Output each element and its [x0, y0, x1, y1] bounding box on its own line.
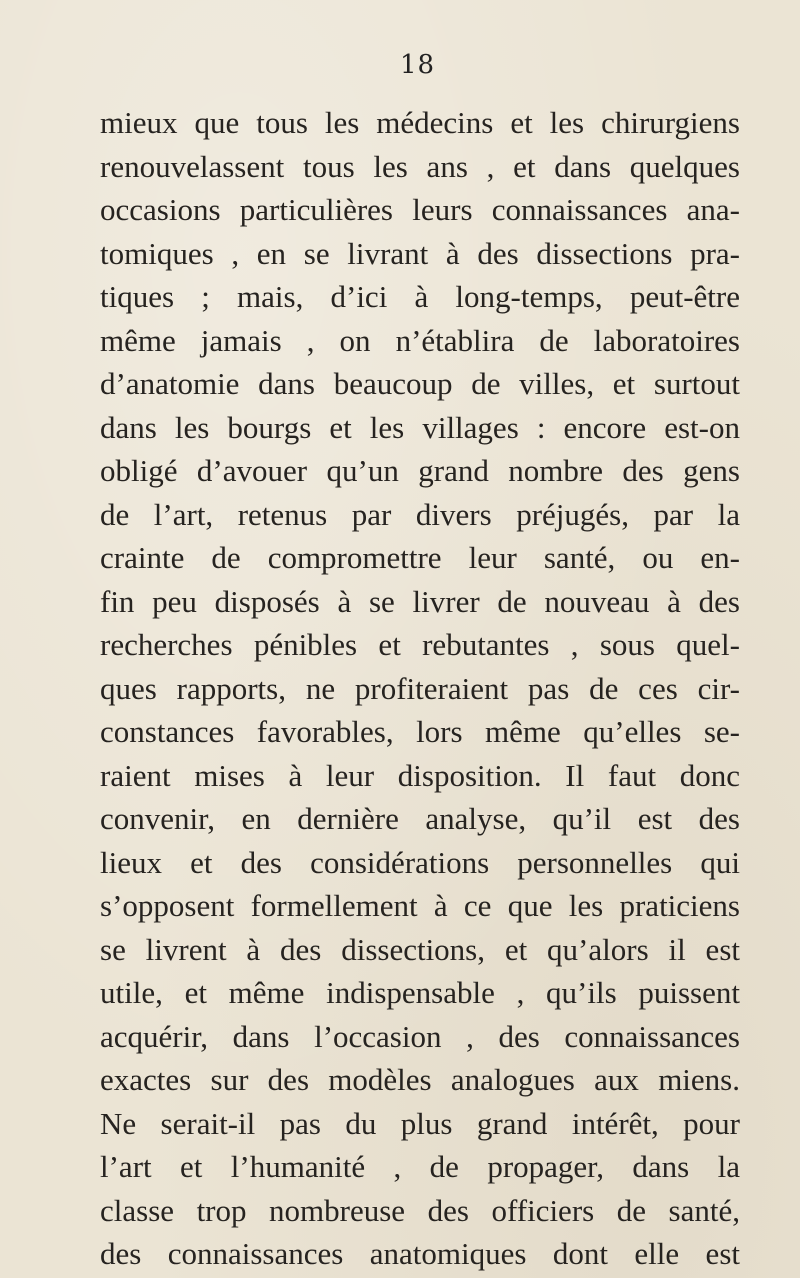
text-line: convenir, en dernière analyse, qu’il est des	[100, 801, 740, 836]
text-line: d’anatomie dans beaucoup de villes, et surtout	[100, 366, 740, 401]
text-line: de l’art, retenus par divers préjugés, par la	[100, 496, 740, 532]
text-line: lieux et des considérations personnelles qui	[100, 844, 740, 880]
text-line: exactes sur des modèles analogues aux miens.	[100, 1062, 740, 1097]
text-line: fin peu disposés à se livrer de nouveau à des	[100, 583, 740, 619]
page-number: 18	[400, 50, 436, 80]
text-line: dans les bourgs et les villages : encore est-on	[100, 409, 740, 445]
body-text	[100, 101, 740, 1276]
text-line: utile, et même indispensable , qu’ils puissent	[100, 975, 740, 1010]
text-line: constances favorables, lors même qu’elles se-	[100, 714, 740, 749]
text-line: obligé d’avouer qu’un grand nombre des gens	[100, 453, 740, 488]
text-line: même jamais , on n’établira de laboratoires	[100, 322, 740, 358]
text-line: se livrent à des dissections, et qu’alors il est	[100, 931, 740, 967]
text-line: s’opposent formellement à ce que les praticiens	[100, 888, 740, 923]
text-line: raient mises à leur disposition. Il faut donc	[100, 757, 740, 793]
text-line: tomiques , en se livrant à des dissections pra-	[100, 235, 740, 271]
text-line: des connaissances anatomiques dont elle est	[100, 1236, 740, 1271]
text-line: l’art et l’humanité , de propager, dans la	[100, 1149, 740, 1184]
text-line: tiques ; mais, d’ici à long-temps, peut-être	[100, 279, 740, 314]
text-line: crainte de compromettre leur santé, ou en-	[100, 540, 740, 575]
text-line: renouvelassent tous les ans , et dans quelques	[100, 148, 740, 184]
text-line: acquérir, dans l’occasion , des connaissances	[100, 1018, 740, 1054]
text-line: occasions particulières leurs connaissances ana-	[100, 192, 740, 227]
text-line: ques rapports, ne profiteraient pas de ces cir-	[100, 670, 740, 706]
text-line: mieux que tous les médecins et les chirurgiens	[100, 105, 740, 140]
text-line: recherches pénibles et rebutantes , sous quel-	[100, 627, 740, 662]
text-line: Ne serait-il pas du plus grand intérêt, pour	[100, 1105, 740, 1141]
text-line: classe trop nombreuse des officiers de santé,	[100, 1192, 740, 1228]
